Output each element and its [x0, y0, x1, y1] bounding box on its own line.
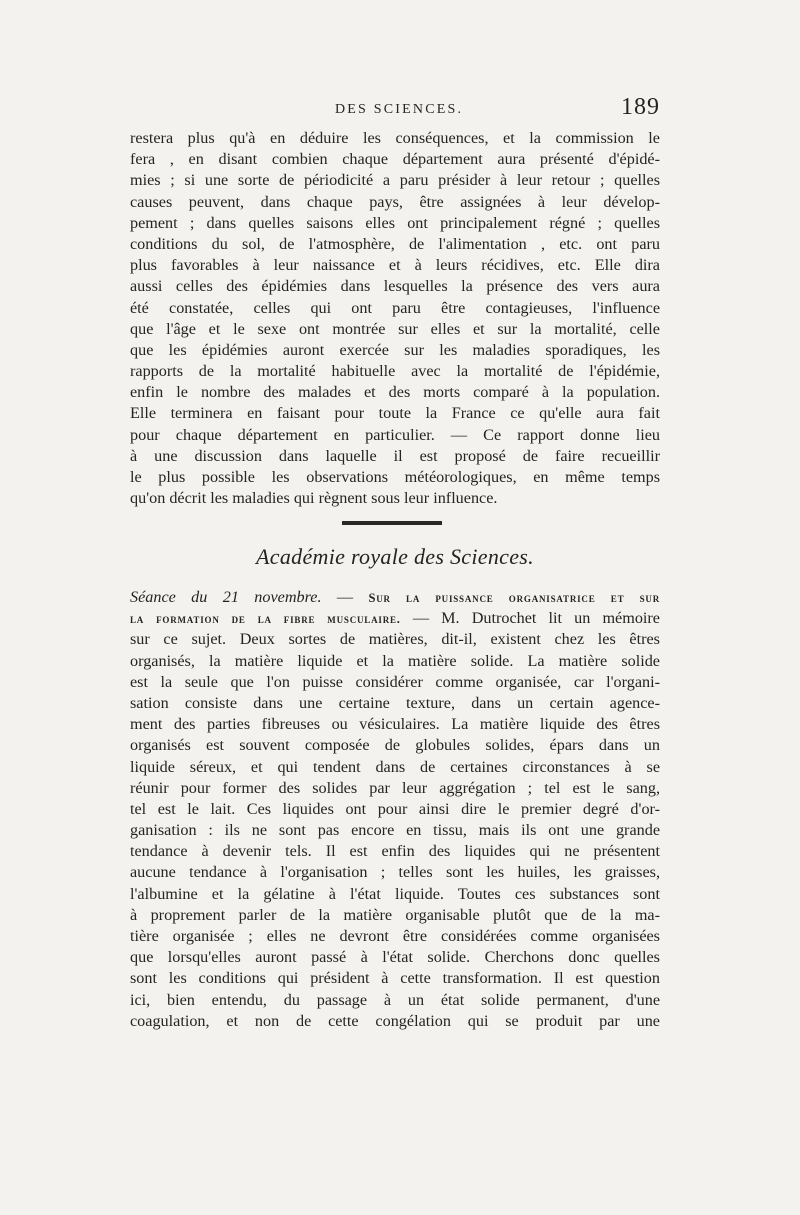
article-heading-line [130, 608, 660, 629]
text-line: que lorsqu'elles auront passé à l'état solide. Cherchons donc quelles [130, 948, 660, 967]
text-line: plus favorables à leur naissance et à leurs récidives, etc. Elle dira [130, 256, 660, 275]
text-line: organisés est souvent composée de globules solides, épars dans un [130, 736, 660, 755]
text-line: mies ; si une sorte de périodicité a paru présider à leur retour ; quelles [130, 171, 660, 190]
text-line: est la seule que l'on puisse considérer comme organisée, car l'organi- [130, 672, 660, 691]
article-topic-continued: la formation de la fibre musculaire. [130, 612, 401, 627]
text-line: rapports de la mortalité habituelle avec la mortalité de l'épidémie, [130, 362, 660, 381]
text-line: coagulation, et non de cette congélation qui se produit par une [130, 1011, 660, 1030]
text-line: organisés, la matière liquide et la matière solide. La matière solide [130, 651, 660, 670]
page-number: 189 [621, 94, 660, 120]
text-line: aussi celles des épidémies dans lesquelles la présence des vers aura [130, 277, 660, 296]
section-title: Académie royale des Sciences. [256, 544, 534, 569]
text-line: causes peuvent, dans chaque pays, être assignées à leur dévelop- [130, 192, 660, 211]
text-line: qu'on décrit les maladies qui règnent sous leur influence. [130, 489, 498, 508]
text-line: été constatée, celles qui ont paru être contagieuses, l'influence [130, 298, 660, 317]
text-line: tel est le lait. Ces liquides ont pour ainsi dire le premier degré d'or- [130, 799, 660, 818]
text-line: sation consiste dans une certaine texture, dans un certain agence- [130, 693, 660, 712]
running-title: DES SCIENCES. [335, 102, 464, 117]
text-line: conditions du sol, de l'atmosphère, de l'alimentation , etc. ont paru [130, 234, 660, 253]
text-line: ici, bien entendu, du passage à un état solide permanent, d'une [130, 990, 660, 1009]
text-line: tendance à devenir tels. Il est enfin des liquides qui ne présentent [130, 842, 660, 861]
text-line: pour chaque département en particulier. — Ce rapport donne lieu [130, 425, 660, 444]
article-heading-line [130, 587, 660, 608]
text-line: tière organisée ; elles ne devront être considérées comme organisées [130, 927, 660, 945]
text-line: le plus possible les observations météorologiques, en même temps [130, 468, 660, 486]
text-line: l'albumine et la gélatine à l'état liquide. Toutes ces substances sont [130, 884, 660, 903]
text-line: ment des parties fibreuses ou vésiculaires. La matière liquide des êtres [130, 715, 660, 734]
text-line: réunir pour former des solides par leur aggrégation ; tel est le sang, [130, 778, 660, 797]
section-divider [342, 521, 442, 525]
text-line: Elle terminera en faisant pour toute la France ce qu'elle aura fait [130, 404, 660, 423]
top-paragraph [130, 128, 660, 509]
text-line: enfin le nombre des malades et des morts comparé à la population. [130, 383, 660, 402]
text-line: liquide séreux, et qui tendent dans de certaines circonstances à se [130, 757, 660, 776]
text-line: pement ; dans quelles saisons elles ont principalement régné ; quelles [130, 213, 660, 232]
text-line: à proprement parler de la matière organisable plutôt que de la ma- [130, 905, 660, 924]
article-body [130, 587, 660, 1032]
session-date: Séance du 21 novembre. [130, 588, 322, 606]
text-line: que les épidémies auront exercée sur les maladies sporadiques, les [130, 340, 660, 359]
text-line: restera plus qu'à en déduire les conséquences, et la commission le [130, 129, 660, 147]
text-line: fera , en disant combien chaque département aura présenté d'épidé- [130, 150, 660, 169]
text-line: que l'âge et le sexe ont montrée sur elles et sur la mortalité, celle [130, 319, 660, 338]
text-line: aucune tendance à l'organisation ; telles sont les huiles, les graisses, [130, 863, 660, 882]
text-line: sont les conditions qui président à cette transformation. Il est question [130, 969, 660, 988]
text-line: sur ce sujet. Deux sortes de matières, dit-il, existent chez les êtres [130, 630, 660, 649]
text-line: ganisation : ils ne sont pas encore en tissu, mais ils ont une grande [130, 821, 660, 840]
author-intro: — M. Dutrochet lit un mémoire [400, 609, 660, 628]
page-header [130, 94, 660, 128]
heading-dash: — [321, 588, 369, 606]
article-topic: Sur la puissance organisatrice et sur [368, 591, 660, 605]
text-line: à une discussion dans laquelle il est proposé de faire recueillir [130, 446, 660, 465]
